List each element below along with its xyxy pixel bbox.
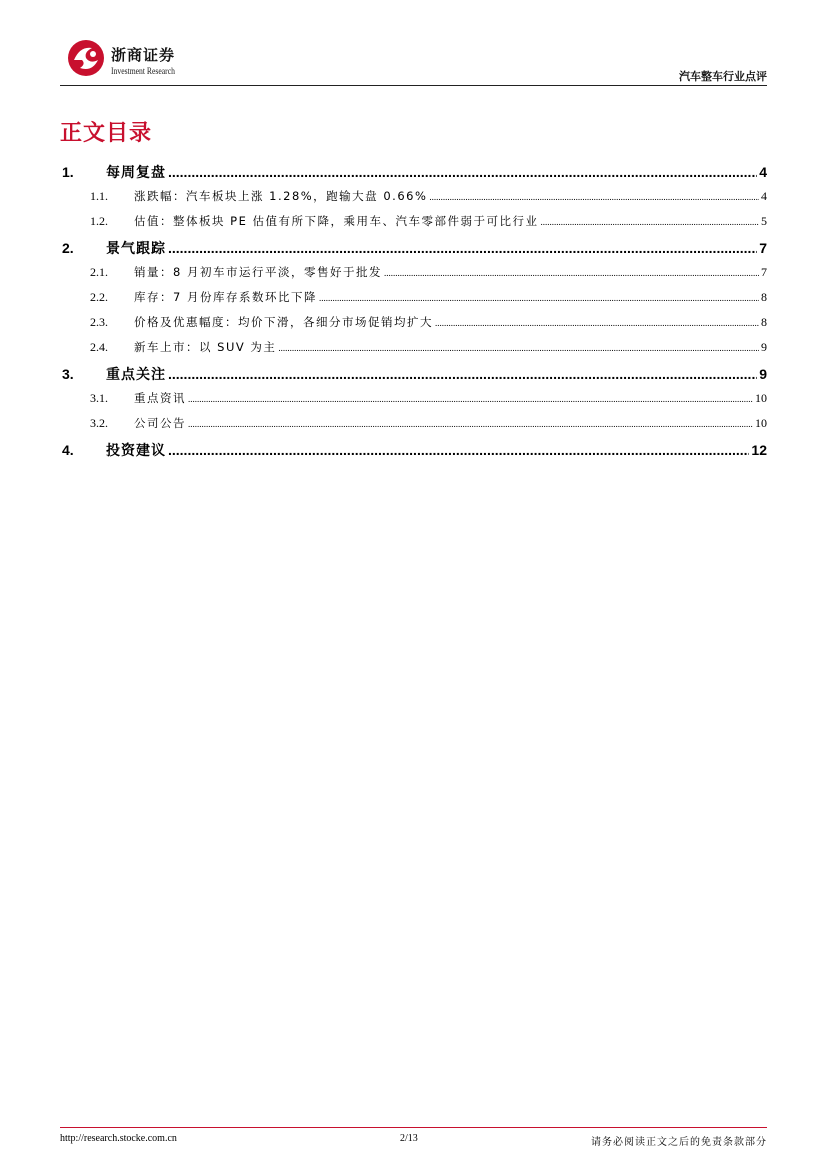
toc-label: 估值：整体板块 PE 估值有所下降，乘用车、汽车零部件弱于可比行业 xyxy=(134,214,539,228)
dot-leader xyxy=(384,268,759,278)
report-type: 汽车整车行业点评 xyxy=(679,70,767,83)
page-number: 2/13 xyxy=(400,1133,418,1144)
toc-number: 3.2. xyxy=(90,416,108,430)
toc-entry[interactable] xyxy=(60,238,767,264)
toc-number: 2.3. xyxy=(90,315,108,329)
toc-number: 2. xyxy=(62,240,74,256)
header-divider xyxy=(60,85,767,86)
toc-page: 10 xyxy=(755,391,767,405)
footer-divider xyxy=(60,1127,767,1128)
toc-label: 公司公告 xyxy=(134,416,186,430)
toc-number: 3.1. xyxy=(90,391,108,405)
toc-label: 投资建议 xyxy=(106,443,166,459)
toc-number: 1. xyxy=(62,164,74,180)
toc-label: 销量：8 月初车市运行平淡，零售好于批发 xyxy=(134,265,382,279)
toc-entry[interactable] xyxy=(60,364,767,390)
toc-number: 2.4. xyxy=(90,340,108,354)
company-logo-icon xyxy=(66,38,106,78)
toc-label: 新车上市：以 SUV 为主 xyxy=(134,340,277,354)
toc-page: 7 xyxy=(761,265,767,279)
toc-entry[interactable] xyxy=(60,339,767,364)
dot-leader xyxy=(188,394,753,404)
toc-number: 4. xyxy=(62,442,74,458)
dot-leader xyxy=(278,343,759,353)
toc-page: 8 xyxy=(761,290,767,304)
toc-label: 景气跟踪 xyxy=(106,241,166,257)
dot-leader xyxy=(541,217,759,227)
toc-entry[interactable] xyxy=(60,440,767,466)
dot-leader xyxy=(168,164,757,180)
toc-number: 3. xyxy=(62,366,74,382)
toc-entry[interactable] xyxy=(60,390,767,415)
toc-entry[interactable] xyxy=(60,213,767,238)
toc-page: 4 xyxy=(761,189,767,203)
table-of-contents xyxy=(60,162,767,466)
toc-page: 12 xyxy=(751,442,767,458)
dot-leader xyxy=(168,366,757,382)
toc-number: 1.1. xyxy=(90,189,108,203)
company-tagline: Investment Research xyxy=(111,66,175,76)
dot-leader xyxy=(168,442,749,458)
toc-page: 4 xyxy=(759,164,767,180)
toc-entry[interactable] xyxy=(60,289,767,314)
footer-url-link[interactable]: http://research.stocke.com.cn xyxy=(60,1133,177,1144)
dot-leader xyxy=(188,419,753,429)
toc-number: 2.2. xyxy=(90,290,108,304)
toc-label: 每周复盘 xyxy=(106,165,166,181)
dot-leader xyxy=(435,318,759,328)
toc-page: 7 xyxy=(759,240,767,256)
toc-page: 9 xyxy=(759,366,767,382)
toc-heading: 正文目录 xyxy=(60,121,153,146)
toc-number: 2.1. xyxy=(90,265,108,279)
dot-leader xyxy=(319,293,759,303)
toc-entry[interactable] xyxy=(60,415,767,440)
toc-entry[interactable] xyxy=(60,314,767,339)
dot-leader xyxy=(429,192,759,202)
toc-label: 库存：7 月份库存系数环比下降 xyxy=(134,290,317,304)
toc-entry[interactable] xyxy=(60,162,767,188)
toc-page: 5 xyxy=(761,214,767,228)
company-name: 浙商证券 xyxy=(111,46,176,64)
toc-page: 10 xyxy=(755,416,767,430)
toc-page: 8 xyxy=(761,315,767,329)
toc-label: 重点关注 xyxy=(106,367,166,383)
toc-number: 1.2. xyxy=(90,214,108,228)
disclaimer-note: 请务必阅读正文之后的免责条款部分 xyxy=(591,1137,767,1148)
toc-entry[interactable] xyxy=(60,264,767,289)
dot-leader xyxy=(168,240,757,256)
toc-entry[interactable] xyxy=(60,188,767,213)
toc-page: 9 xyxy=(761,340,767,354)
toc-label: 涨跌幅：汽车板块上涨 1.28%，跑输大盘 0.66% xyxy=(134,189,428,203)
toc-label: 重点资讯 xyxy=(134,391,186,405)
toc-label: 价格及优惠幅度：均价下滑，各细分市场促销均扩大 xyxy=(134,315,433,329)
